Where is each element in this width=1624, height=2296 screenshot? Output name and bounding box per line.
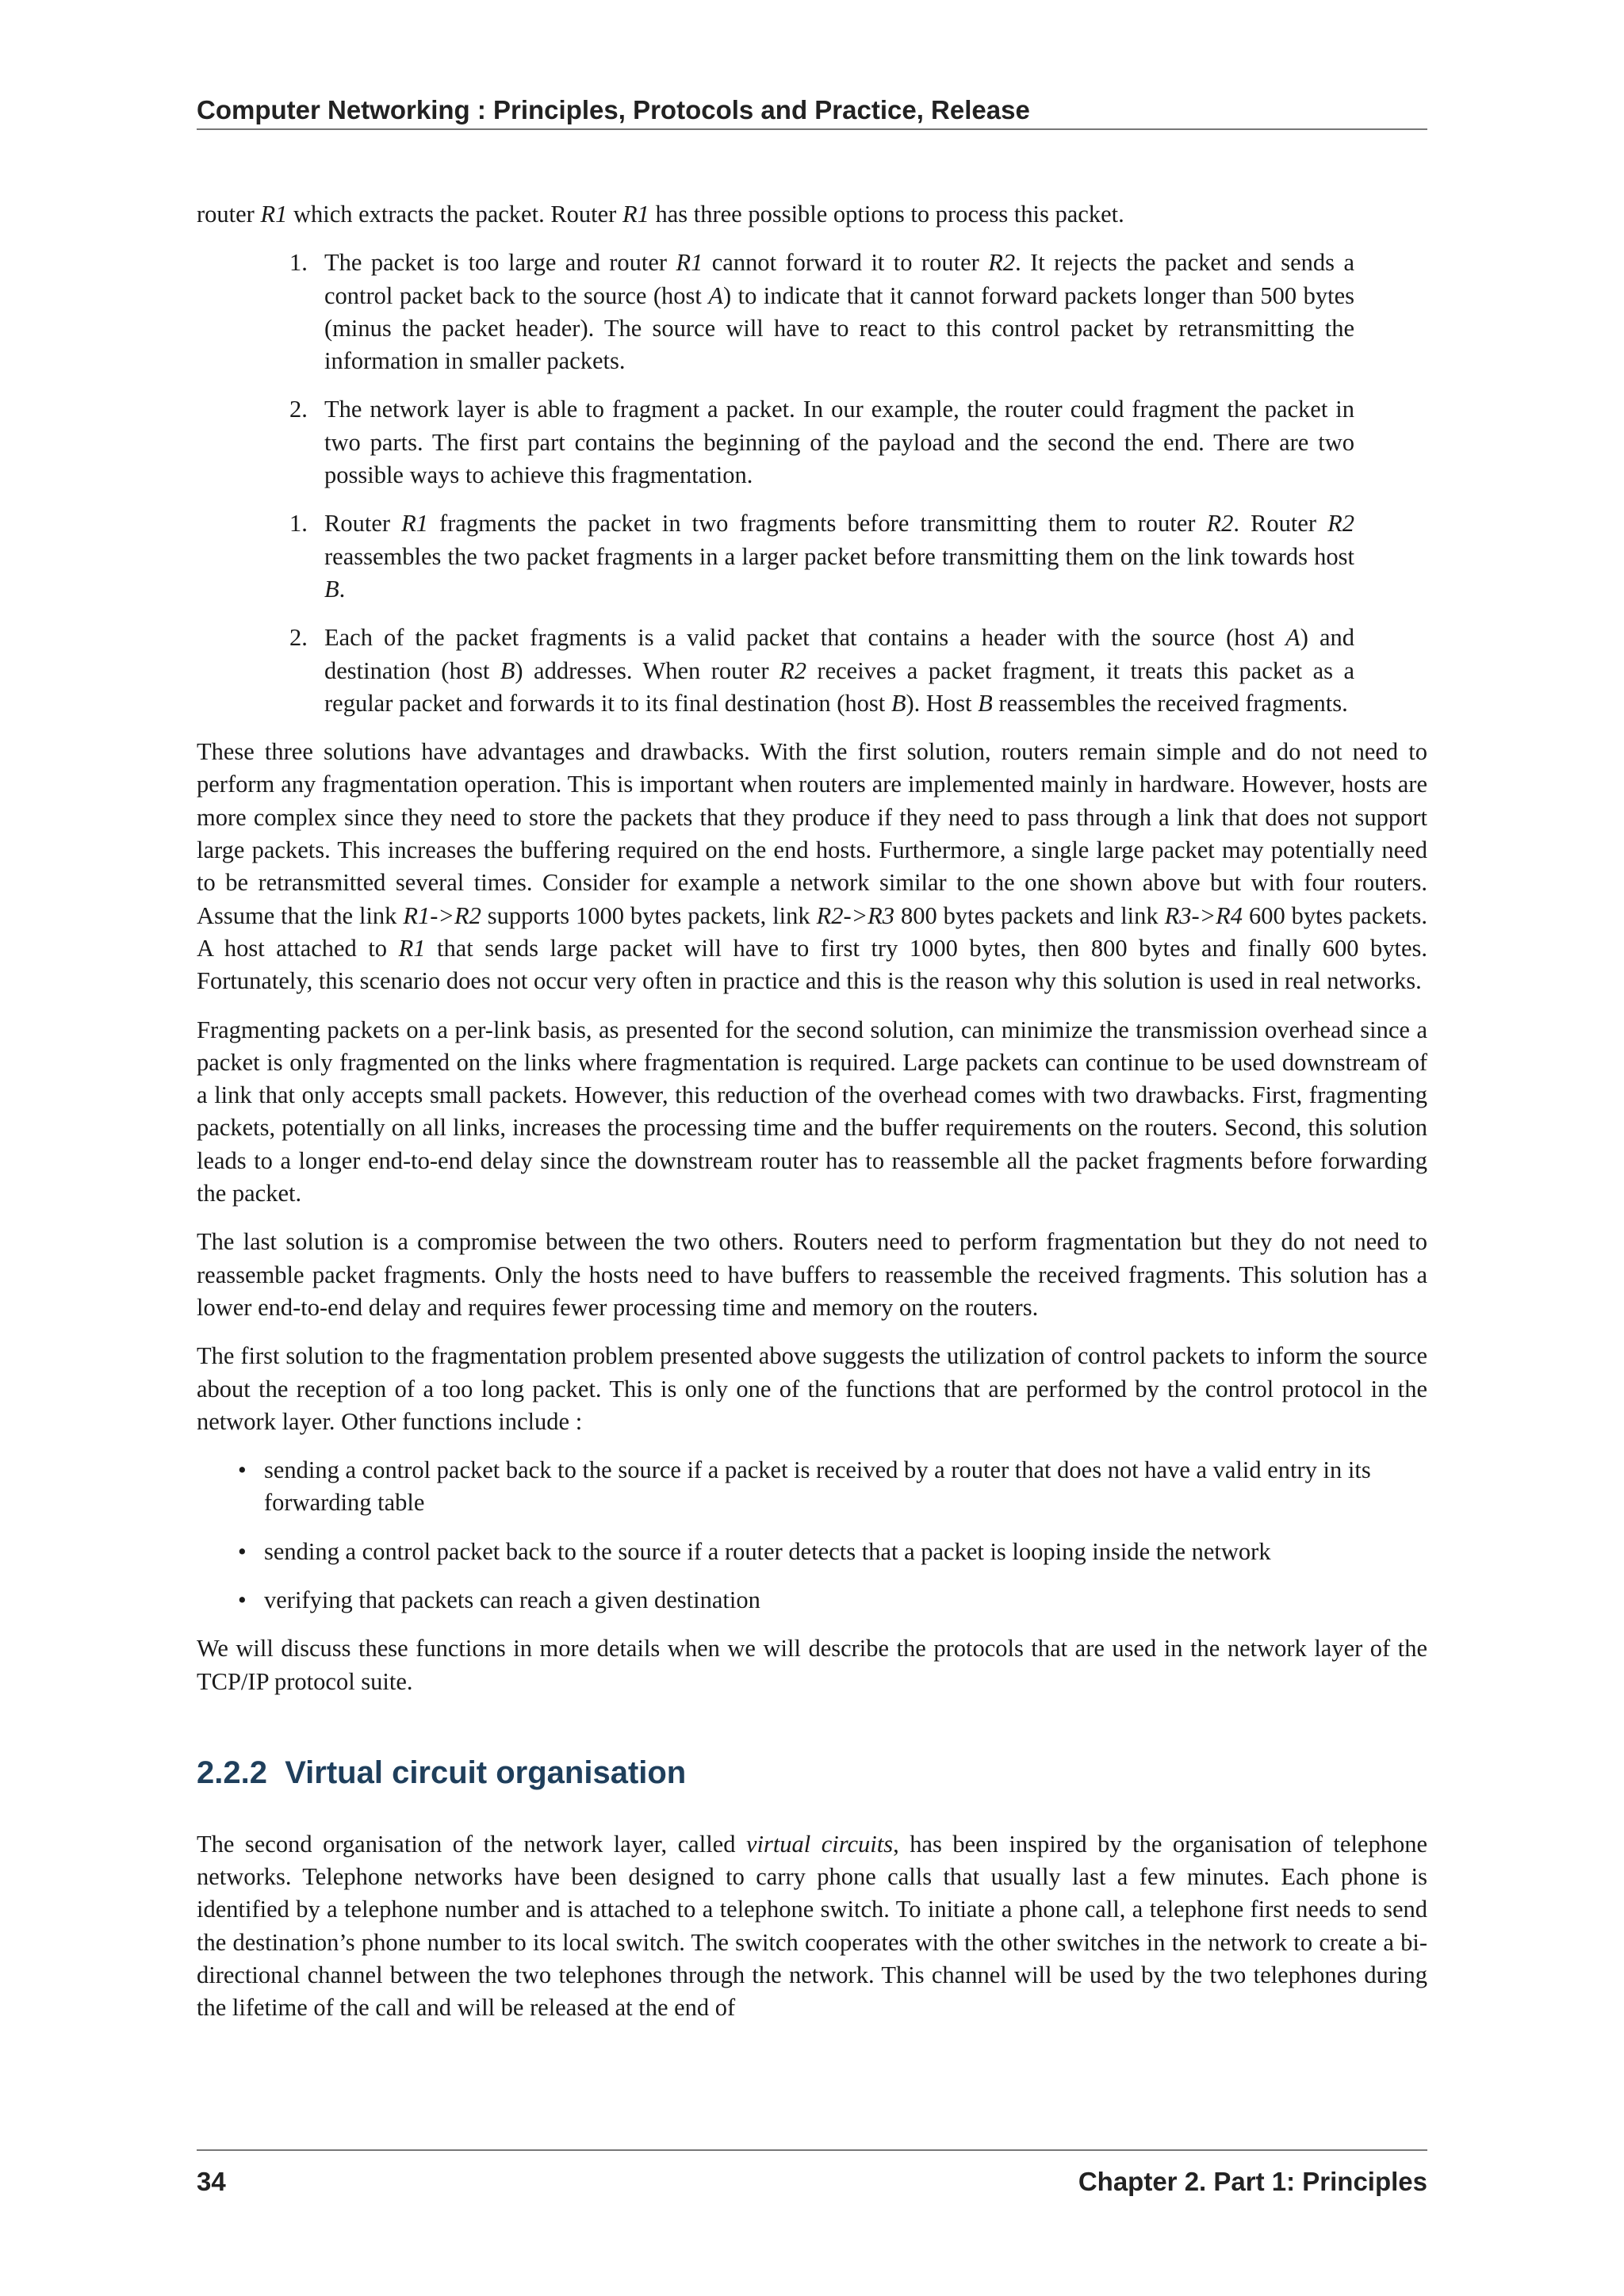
page-content bbox=[197, 198, 1427, 2041]
last-solution-paragraph: The last solution is a compromise between the two others. Routers need to perform fragmentation but they do not need to reassemble packet fragments. Only the hosts need to have buffers to reassemble the received fragments. This solution has a lower end-to-end delay and requires fewer processing time and memory on the routers. bbox=[197, 1228, 1427, 1321]
section-title: Virtual circuit organisation bbox=[285, 1755, 687, 1790]
list-number: 1. bbox=[289, 249, 308, 277]
list-item: • verifying that packets can reach a given destination bbox=[264, 1584, 1427, 1617]
list-item: • sending a control packet back to the source if a router detects that a packet is looping inside the network bbox=[264, 1536, 1427, 1568]
processing-options-list bbox=[197, 247, 1427, 720]
list-item: 1. The packet is too large and router R1 cannot forward it to router R2. It rejects the packet and sends a control packet back to the source (host A) to indicate that it cannot forward packets longer than 500 bytes (minus the packet header). The source will have to react to this control packet by retransmitting the information in smaller packets. bbox=[324, 247, 1354, 377]
per-link-paragraph: Fragmenting packets on a per-link basis, as presented for the second solution, can minimize the transmission overhead since a packet is only fragmented on the links where fragmentation is required. Large packets can continue to be used downstream of a link that only accepts small packets. However, this reduction of the overhead comes with two drawbacks. First, fragmenting packets, potentially on all links, increases the processing time and the buffer requirements on the routers. Second, this solution leads to a longer end-to-end delay since the downstream router has to reassemble all the packet fragments before forwarding the packet. bbox=[197, 1016, 1427, 1207]
bullet-icon: • bbox=[238, 1586, 247, 1613]
section-heading bbox=[197, 1754, 1427, 1792]
list-item: 1. Router R1 fragments the packet in two fragments before transmitting them to router R2. Router R2 reassembles the two packet fragments in a larger packet before transmitting them on the link towards host B. bbox=[324, 507, 1354, 606]
advantages-paragraph: These three solutions have advantages and drawbacks. With the first solution, routers remain simple and do not need to perform any fragmentation operation. This is important when routers are implemented mainly in hardware. However, hosts are more complex since they need to store the packets that they produce if they need to pass through a link that does not support large packets. This increases the buffering required on the end hosts. Furthermore, a single large packet may potentially need to be retransmitted several times. Consider for example a network similar to the one shown above but with four routers. Assume that the link R1->R2 supports 1000 bytes packets, link R2->R3 800 bytes packets and link R3->R4 600 bytes packets. A host attached to R1 that sends large packet will have to first try 1000 bytes, then 800 bytes and finally 600 bytes. Fortunately, this scenario does not occur very often in practice and this is the reason why this solution is used in real networks. bbox=[197, 738, 1427, 995]
bullet-icon: • bbox=[238, 1537, 247, 1565]
page-number: 34 bbox=[197, 2167, 226, 2196]
list-item: 2. The network layer is able to fragment a packet. In our example, the router could fragment the packet in two parts. The first part contains the beginning of the payload and the second the end. There are two possible ways to achieve this fragmentation. bbox=[324, 393, 1354, 492]
intro-paragraph: router R1 which extracts the packet. Router R1 has three possible options to process this packet. bbox=[197, 201, 1124, 228]
list-number: 2. bbox=[289, 396, 308, 423]
virtual-circuit-paragraph: The second organisation of the network layer, called virtual circuits, has been inspired by the organisation of telephone networks. Telephone networks have been designed to carry phone calls that usually last a few minutes. Each phone is identified by a telephone number and is attached to a telephone switch. To initiate a phone call, a telephone first needs to send the destination’s phone number to its local switch. The switch cooperates with the other switches in the network to create a bi-directional channel between the two telephones through the network. This channel will be used by the two telephones during the lifetime of the call and will be released at the end of bbox=[197, 1830, 1427, 2022]
discuss-paragraph: We will discuss these functions in more details when we will describe the protocols that are used in the network layer of the TCP/IP protocol suite. bbox=[197, 1635, 1427, 1695]
list-number: 2. bbox=[289, 624, 308, 652]
chapter-label: Chapter 2. Part 1: Principles bbox=[1078, 2167, 1427, 2196]
list-item: • sending a control packet back to the source if a packet is received by a router that does not have a valid entry in its forwarding table bbox=[264, 1454, 1427, 1520]
control-functions-list bbox=[197, 1454, 1427, 1617]
section-number: 2.2.2 bbox=[197, 1755, 267, 1790]
running-header bbox=[197, 89, 1427, 130]
running-footer bbox=[197, 2149, 1427, 2197]
list-number: 1. bbox=[289, 510, 308, 538]
control-paragraph: The first solution to the fragmentation problem presented above suggests the utilization of control packets to inform the source about the reception of a too long packet. This is only one of the functions that are performed by the control protocol in the network layer. Other functions include : bbox=[197, 1342, 1427, 1435]
list-item: 2. Each of the packet fragments is a valid packet that contains a header with the source (host A) and destination (host B) addresses. When router R2 receives a packet fragment, it treats this packet as a regular packet and forwards it to its final destination (host B). Host B reassembles the received fragments. bbox=[324, 622, 1354, 720]
header-title: Computer Networking : Principles, Protocols and Practice, Release bbox=[197, 95, 1030, 124]
bullet-icon: • bbox=[238, 1456, 247, 1484]
